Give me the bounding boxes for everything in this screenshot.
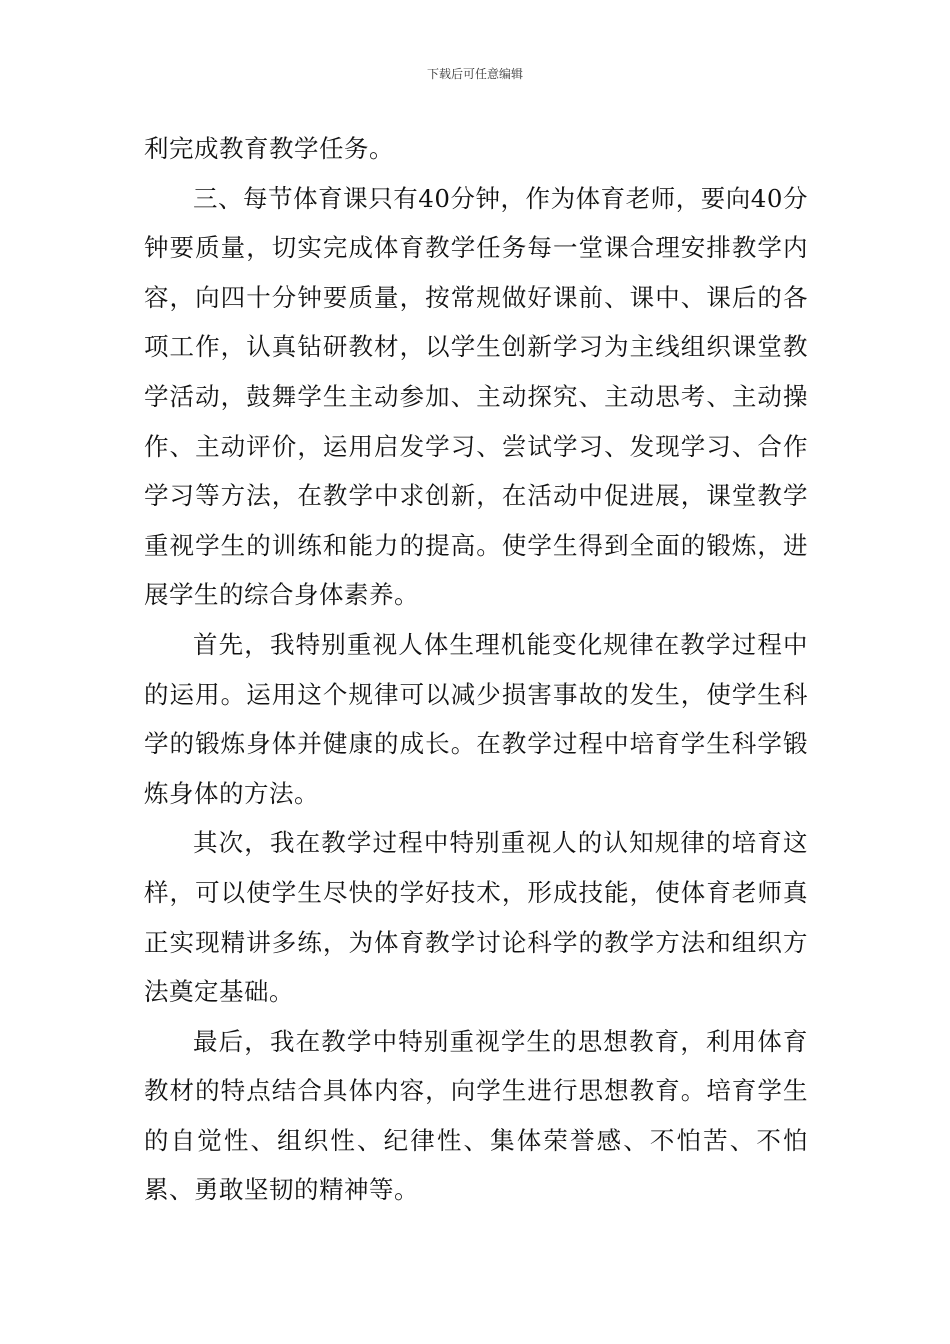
paragraph-continuation: 利完成教育教学任务。 [144, 134, 394, 163]
page-header: 下载后可任意编辑 [426, 67, 523, 81]
paragraph-second: 其次，我在教学过程中特别重视人的认知规律的培育这样，可以使学生尽快的学好技术，形成技能，使体育老师真正实现精讲多练，为体育教学讨论科学的教学方法和组织方法奠定基础。 [144, 828, 808, 1007]
document-body [144, 124, 808, 1215]
paragraph-section-three: 三、每节体育课只有40分钟，作为体育老师，要向40分钟要质量，切实完成体育教学任务每一堂课合理安排教学内容，向四十分钟要质量，按常规做好课前、课中、课后的各项工作，认真钻研教材，以学生创新学习为主线组织课堂教学活动，鼓舞学生主动参加、主动探究、主动思考、主动操作、主动评价，运用启发学习、尝试学习、发现学习、合作学习等方法，在教学中求创新，在活动中促进展，课堂教学重视学生的训练和能力的提高。使学生得到全面的锻炼，进展学生的综合身体素养。 [144, 183, 808, 610]
paragraph-last: 最后，我在教学中特别重视学生的思想教育，利用体育教材的特点结合具体内容，向学生进行思想教育。培育学生的自觉性、组织性、纪律性、集体荣誉感、不怕苦、不怕累、勇敢坚韧的精神等。 [144, 1026, 808, 1205]
paragraph-first: 首先，我特别重视人体生理机能变化规律在教学过程中的运用。运用这个规律可以减少损害事故的发生，使学生科学的锻炼身体并健康的成长。在教学过程中培育学生科学锻炼身体的方法。 [144, 629, 808, 808]
